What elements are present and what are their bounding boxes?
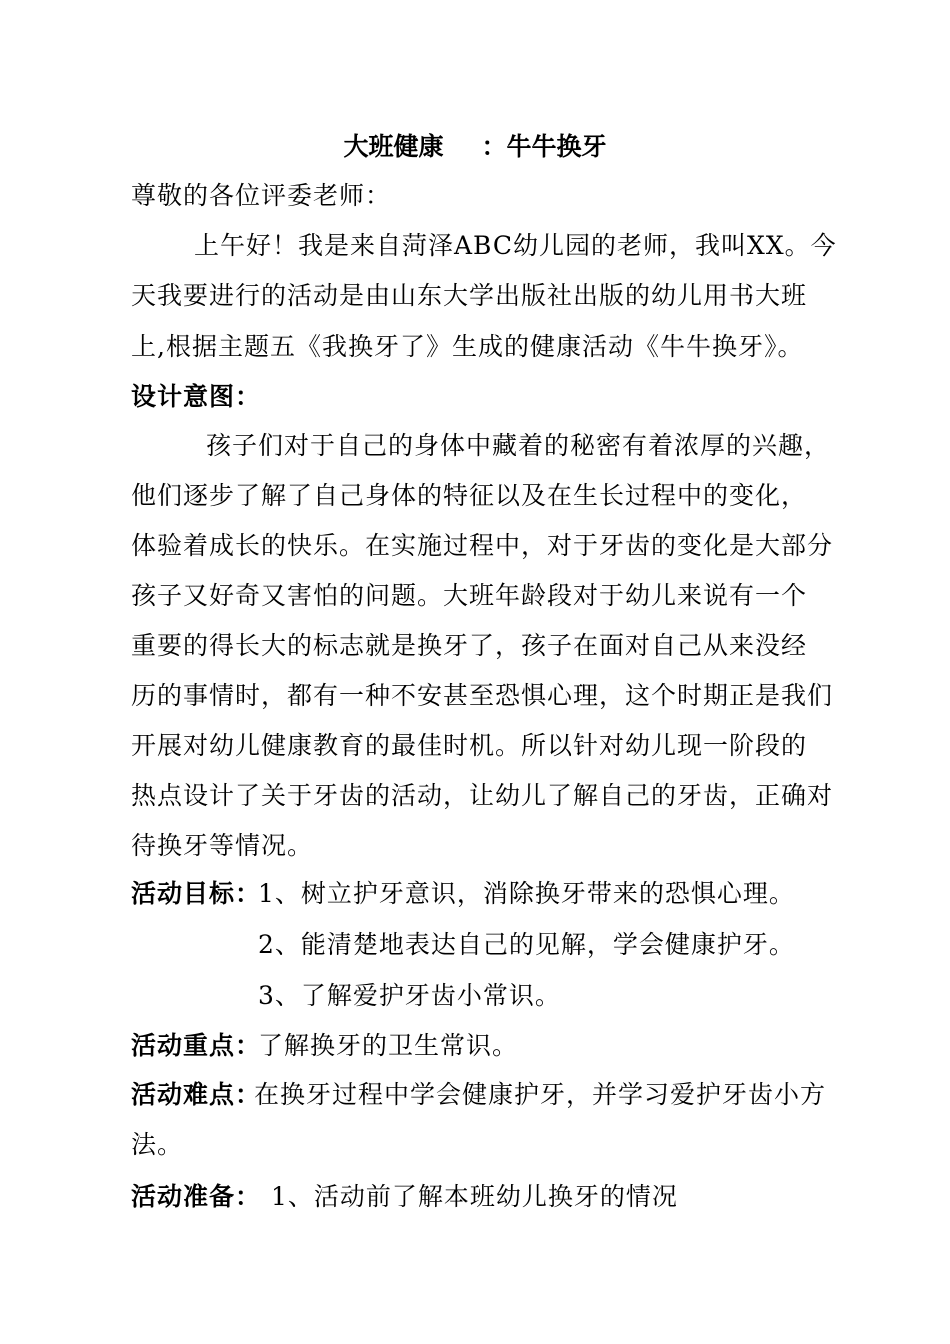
goal-item-3: 3、了解爱护牙齿小常识。 (258, 981, 561, 1010)
title-part1: 大班健康 (343, 132, 444, 161)
design-line-6: 历的事情时，都有一种不安甚至恐惧心理，这个时期正是我们 (131, 681, 834, 710)
focus-text: 了解换牙的卫生常识。 (258, 1031, 519, 1060)
focus-heading: 活动重点： (131, 1031, 262, 1060)
design-line-9: 待换牙等情况。 (131, 831, 314, 860)
salutation: 尊敬的各位评委老师： (131, 181, 392, 210)
design-heading: 设计意图： (131, 382, 262, 411)
document-title (0, 130, 950, 164)
difficulty-line-2: 法。 (131, 1130, 184, 1159)
design-line-4: 孩子又好奇又害怕的问题。大班年龄段对于幼儿来说有一个 (131, 581, 808, 610)
goal-item-1: 1、树立护牙意识，消除换牙带来的恐惧心理。 (258, 879, 795, 908)
intro-line-1: 上午好！我是来自菏泽ABC幼儿园的老师，我叫XX。今 (194, 231, 837, 260)
design-line-2: 他们逐步了解了自己身体的特征以及在生长过程中的变化， (131, 481, 808, 510)
prep-heading: 活动准备： (131, 1182, 262, 1211)
prep-text: 1、活动前了解本班幼儿换牙的情况 (271, 1182, 678, 1211)
design-line-7: 开展对幼儿健康教育的最佳时机。所以针对幼儿现一阶段的 (131, 731, 808, 760)
intro-line-2: 天我要进行的活动是由山东大学出版社出版的幼儿用书大班 (131, 281, 808, 310)
difficulty-heading: 活动难点： (131, 1080, 262, 1109)
title-part2: ：牛牛换牙 (481, 132, 607, 161)
goal-item-2: 2、能清楚地表达自己的见解，学会健康护牙。 (258, 930, 795, 959)
intro-line-3: 上,根据主题五《我换牙了》生成的健康活动《牛牛换牙》。 (131, 332, 804, 361)
difficulty-line-1: 在换牙过程中学会健康护牙，并学习爱护牙齿小方 (254, 1080, 827, 1109)
goals-heading: 活动目标： (131, 879, 262, 908)
design-line-8: 热点设计了关于牙齿的活动，让幼儿了解自己的牙齿，正确对 (131, 781, 834, 810)
design-line-3: 体验着成长的快乐。在实施过程中，对于牙齿的变化是大部分 (131, 531, 834, 560)
design-line-5: 重要的得长大的标志就是换牙了，孩子在面对自己从来没经 (131, 631, 808, 660)
design-line-1: 孩子们对于自己的身体中藏着的秘密有着浓厚的兴趣， (206, 431, 831, 460)
